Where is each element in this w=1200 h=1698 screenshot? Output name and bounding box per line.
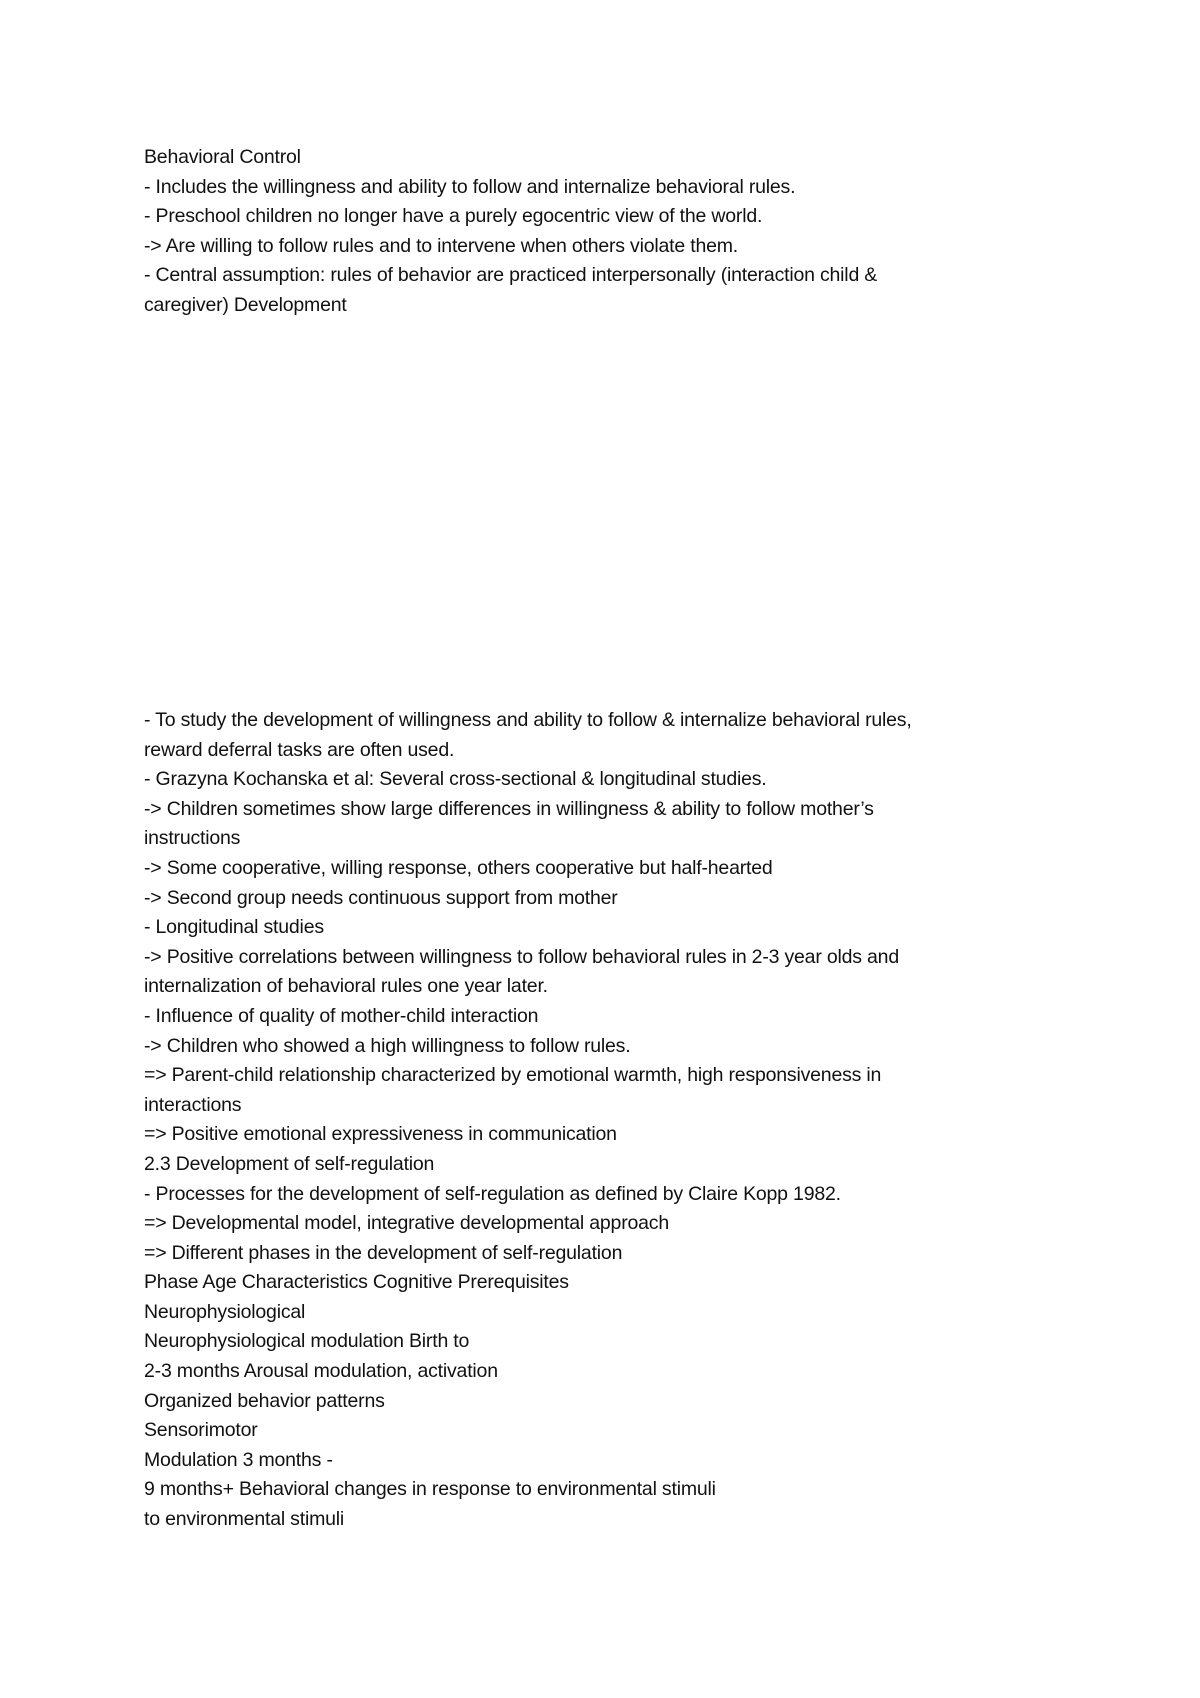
section-heading: Behavioral Control xyxy=(144,146,301,168)
table-text-line: to environmental stimuli xyxy=(144,1508,345,1531)
text-line: => Developmental model, integrative developmental approach xyxy=(144,1212,669,1235)
section-heading: 2.3 Development of self-regulation xyxy=(144,1152,435,1175)
text-line: reward deferral tasks are often used. xyxy=(144,738,455,761)
text-line: -> Are willing to follow rules and to intervene when others violate them. xyxy=(144,234,739,257)
table-text-line: 2-3 months Arousal modulation, activation xyxy=(144,1360,498,1383)
table-text-line: Neurophysiological xyxy=(144,1300,306,1323)
text-line: -> Children who showed a high willingness to follow rules. xyxy=(144,1034,631,1057)
table-text-line: 9 months+ Behavioral changes in response to environmental stimuli xyxy=(144,1478,716,1501)
text-line: - Preschool children no longer have a purely egocentric view of the world. xyxy=(144,205,763,228)
text-line: -> Positive correlations between willingness to follow behavioral rules in 2-3 year olds and xyxy=(144,945,899,968)
text-block-bottom xyxy=(144,706,1084,1535)
table-text-line: Organized behavior patterns xyxy=(144,1389,385,1412)
text-line: - To study the development of willingness and ability to follow & internalize behavioral rules, xyxy=(144,709,912,731)
text-line: - Processes for the development of self-regulation as defined by Claire Kopp 1982. xyxy=(144,1182,841,1205)
text-line: -> Some cooperative, willing response, others cooperative but half-hearted xyxy=(144,856,773,879)
text-line: - Central assumption: rules of behavior are practiced interpersonally (interaction child & xyxy=(144,264,878,287)
table-text-line: Sensorimotor xyxy=(144,1419,258,1442)
text-line: -> Second group needs continuous support from mother xyxy=(144,886,618,909)
table-text-line: Neurophysiological modulation Birth to xyxy=(144,1330,470,1353)
text-line: => Positive emotional expressiveness in communication xyxy=(144,1123,617,1146)
text-line: -> Children sometimes show large differences in willingness & ability to follow mother’s xyxy=(144,797,874,820)
table-header-line: Phase Age Characteristics Cognitive Prerequisites xyxy=(144,1271,569,1294)
text-line: instructions xyxy=(144,827,241,850)
text-line: => Parent-child relationship characterized by emotional warmth, high responsiveness in xyxy=(144,1064,882,1087)
table-text-line: Modulation 3 months - xyxy=(144,1448,333,1471)
text-line: internalization of behavioral rules one year later. xyxy=(144,975,548,998)
text-block-top xyxy=(144,143,1084,321)
text-line: - Grazyna Kochanska et al: Several cross-sectional & longitudinal studies. xyxy=(144,768,767,791)
text-line: interactions xyxy=(144,1093,242,1116)
text-line: => Different phases in the development of self-regulation xyxy=(144,1241,623,1264)
text-line: - Longitudinal studies xyxy=(144,916,324,939)
text-line: - Influence of quality of mother-child interaction xyxy=(144,1004,539,1027)
text-line: - Includes the willingness and ability to follow and internalize behavioral rules. xyxy=(144,175,796,198)
text-line: caregiver) Development xyxy=(144,293,347,316)
